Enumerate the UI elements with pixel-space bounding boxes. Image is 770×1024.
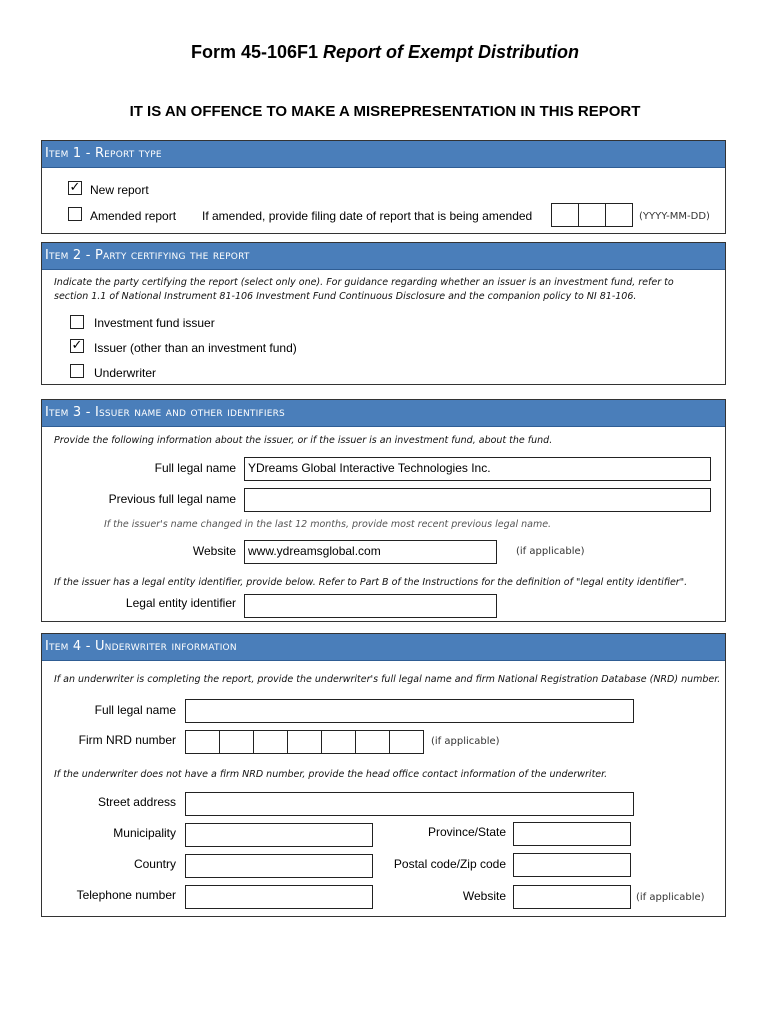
issuer-website-label: Website (192, 544, 236, 558)
underwriter-label: Underwriter (94, 366, 157, 380)
nrd-cell[interactable] (390, 731, 423, 753)
item4-instructions: If an underwriter is completing the report, provide the underwriter's full legal name and firm National Registration Database (NRD) number. (54, 674, 721, 685)
issuer-full-legal-name-input[interactable]: YDreams Global Interactive Technologies Inc. (244, 457, 711, 481)
item2-section (41, 242, 726, 385)
new-report-label: New report (90, 183, 149, 197)
underwriter-website-label: Website (462, 889, 506, 903)
amended-report-label: Amended report (90, 209, 177, 223)
amended-filing-date-input[interactable] (551, 203, 633, 227)
lei-input[interactable] (244, 594, 497, 618)
nrd-cell[interactable] (322, 731, 356, 753)
underwriter-checkbox[interactable] (70, 364, 84, 378)
form-title (0, 42, 770, 63)
street-address-input[interactable] (185, 792, 634, 816)
date-cell[interactable] (606, 204, 632, 226)
province-input[interactable] (513, 822, 631, 846)
underwriter-website-input[interactable] (513, 885, 631, 909)
nrd-cell[interactable] (220, 731, 254, 753)
item3-heading: Item 3 - Issuer name and other identifiers (42, 400, 725, 427)
new-report-checkbox[interactable]: ✓ (69, 180, 81, 195)
item3-section (41, 399, 726, 622)
postal-code-label: Postal code/Zip code (393, 857, 506, 871)
issuer-label: Issuer (other than an investment fund) (94, 341, 297, 355)
underwriter-website-if-applicable: (if applicable) (636, 892, 705, 903)
nrd-cell[interactable] (254, 731, 288, 753)
previous-name-label: Previous full legal name (108, 492, 236, 506)
issuer-website-input[interactable]: www.ydreamsglobal.com (244, 540, 497, 564)
misrepresentation-warning: IT IS AN OFFENCE TO MAKE A MISREPRESENTATION IN THIS REPORT (129, 103, 641, 120)
amended-report-checkbox[interactable] (68, 207, 82, 221)
nrd-if-applicable: (if applicable) (431, 736, 500, 747)
municipality-label: Municipality (113, 826, 176, 840)
item2-instructions: Indicate the party certifying the report (select only one). For guidance regarding whether an issuer is an investment fund, refer to section 1.1 of National Instrument 81-106 Investment Fund Continuous Disclosure and the companion policy to NI 81-106. (54, 277, 674, 302)
nrd-cell[interactable] (186, 731, 220, 753)
amended-date-prompt: If amended, provide filing date of report that is being amended (202, 209, 533, 223)
nrd-cell[interactable] (356, 731, 390, 753)
telephone-input[interactable] (185, 885, 373, 909)
issuer-full-legal-name-label: Full legal name (154, 461, 236, 475)
investment-fund-issuer-checkbox[interactable] (70, 315, 84, 329)
nrd-number-input[interactable] (185, 730, 424, 754)
contact-note: If the underwriter does not have a firm NRD number, provide the head office contact information of the underwriter. (54, 769, 608, 780)
province-label: Province/State (427, 825, 506, 839)
website-if-applicable: (if applicable) (516, 546, 585, 557)
issuer-checkbox[interactable]: ✓ (71, 338, 83, 353)
item1-heading: Item 1 - Report type (42, 141, 725, 168)
underwriter-name-label: Full legal name (94, 703, 176, 717)
lei-note: If the issuer has a legal entity identifier, provide below. Refer to Part B of the Instructions for the definition of "legal entity identifier". (54, 577, 688, 588)
item3-instructions: Provide the following information about the issuer, or if the issuer is an investment fund, about the fund. (54, 435, 553, 446)
country-input[interactable] (185, 854, 373, 878)
date-cell[interactable] (552, 204, 579, 226)
date-format-hint: (YYYY-MM-DD) (639, 211, 710, 222)
form-number: Form 45-106F1 (190, 42, 319, 62)
item2-heading: Item 2 - Party certifying the report (42, 243, 725, 270)
previous-name-input[interactable] (244, 488, 711, 512)
street-address-label: Street address (97, 795, 176, 809)
lei-label: Legal entity identifier (125, 596, 236, 610)
previous-name-note: If the issuer's name changed in the last 12 months, provide most recent previous legal name. (104, 519, 552, 530)
investment-fund-issuer-label: Investment fund issuer (94, 316, 215, 330)
date-cell[interactable] (579, 204, 606, 226)
country-label: Country (133, 857, 176, 871)
nrd-number-label: Firm NRD number (78, 733, 176, 747)
postal-code-input[interactable] (513, 853, 631, 877)
item4-section (41, 633, 726, 917)
form-name: Report of Exempt Distribution (323, 42, 580, 62)
item4-heading: Item 4 - Underwriter information (42, 634, 725, 661)
municipality-input[interactable] (185, 823, 373, 847)
underwriter-name-input[interactable] (185, 699, 634, 723)
telephone-label: Telephone number (76, 888, 176, 902)
item1-section (41, 140, 726, 234)
nrd-cell[interactable] (288, 731, 322, 753)
